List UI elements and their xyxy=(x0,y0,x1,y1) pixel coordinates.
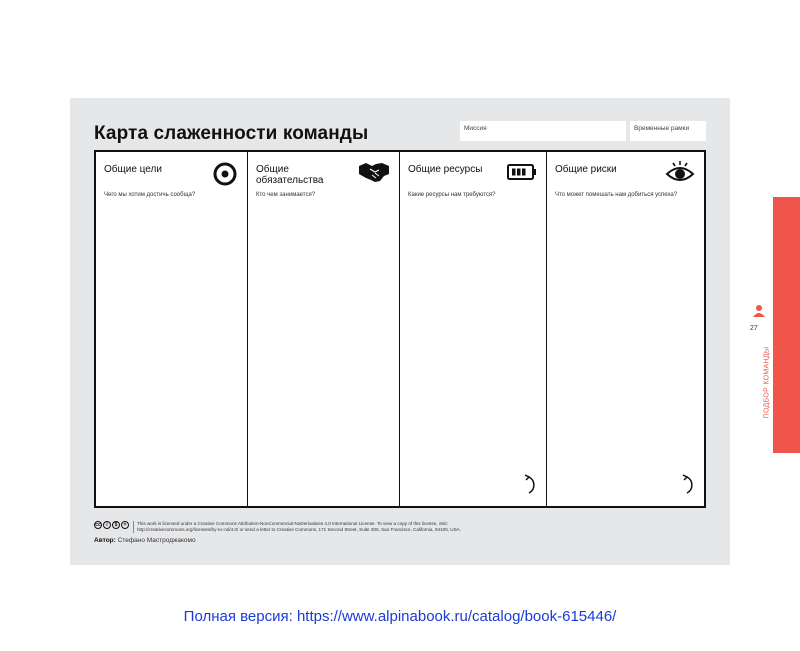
license-block xyxy=(94,521,497,533)
side-tab xyxy=(773,197,800,453)
refresh-icon xyxy=(682,474,696,496)
column-question: Какие ресурсы нам требуются? xyxy=(408,192,496,198)
time-frame-field[interactable]: Временные рамки xyxy=(630,121,706,141)
handshake-icon xyxy=(358,160,390,184)
column-question: Что может помешать нам добиться успеха? xyxy=(555,192,678,198)
eye-icon xyxy=(665,160,695,184)
column-risks xyxy=(547,152,704,506)
full-version-link[interactable]: Полная версия: https://www.alpinabook.ru/catalog/book-615446/ xyxy=(183,608,617,625)
section-title: ПОДБОР КОМАНДЫ xyxy=(763,346,771,419)
column-title: Общие обязательства xyxy=(256,164,324,186)
target-icon xyxy=(213,162,237,186)
column-resources xyxy=(400,152,547,506)
section-label xyxy=(757,345,771,425)
license-text: This work is licensed under a Creative Commons Attribution-NonCommercial-NoDerivatives 4.0 International License. To view a copy of this license, visit: http://creativecommons.org/licenses/by-nc-nd/4.0/ or send a letter to Creative Commons, 171 Second Street, Suite 300, San Francisco, California, 94105, USA. xyxy=(133,521,497,533)
column-title: Общие цели xyxy=(104,164,162,175)
page-title: Карта слаженности команды xyxy=(94,123,369,144)
column-question: Чего мы хотим достичь сообща? xyxy=(104,192,196,198)
column-title: Общие риски xyxy=(555,164,617,175)
mission-field[interactable]: Миссия xyxy=(460,121,626,141)
canvas-sheet xyxy=(70,98,730,565)
author-name: Стефано Мастроджакомо xyxy=(117,537,196,544)
page-number: 27 xyxy=(750,325,758,332)
column-question: Кто чем занимается? xyxy=(256,192,316,198)
team-icon xyxy=(752,304,766,318)
canvas-board xyxy=(94,150,706,508)
author-label: Автор: xyxy=(94,537,116,544)
battery-icon xyxy=(507,164,537,180)
creative-commons-icon: cc i $ = xyxy=(94,521,129,529)
column-goals xyxy=(96,152,248,506)
author-line xyxy=(94,537,196,544)
column-commitments xyxy=(248,152,400,506)
column-title: Общие ресурсы xyxy=(408,164,483,175)
refresh-icon xyxy=(524,474,538,496)
